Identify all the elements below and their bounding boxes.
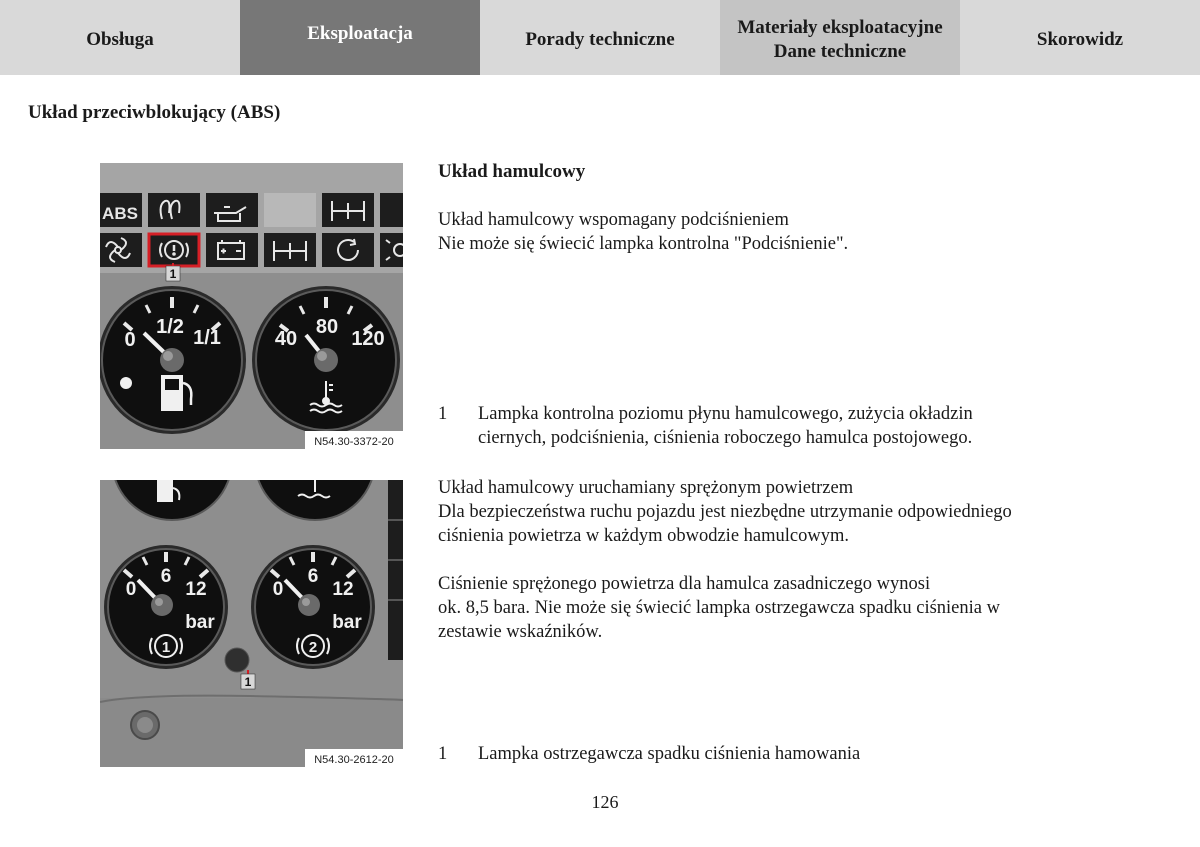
pressure-warning-lamp: [225, 648, 249, 672]
gauge1-label-6: 6: [160, 566, 172, 587]
legend-item-figure1: [438, 402, 1118, 452]
pressure-text-line1: Ciśnienie sprężonego powietrza dla hamulca zasadniczego wynosi: [438, 574, 931, 594]
fuel-gauge-label-empty: 0: [124, 329, 136, 351]
coolant-temperature-gauge: [252, 286, 400, 434]
page-number: 126: [591, 792, 619, 812]
tab-obsluga[interactable]: Obsługa: [0, 0, 240, 75]
gauge2-label-12: 12: [332, 579, 354, 600]
figure-vacuum-brake-panel: [100, 163, 403, 449]
temp-gauge-label-mid: 80: [315, 316, 339, 338]
temp-gauge-label-low: 40: [274, 328, 298, 350]
figure-air-brake-panel: [100, 480, 403, 767]
air-brake-text-line2: ciśnienia powietrza w każdym obwodzie hamulcowym.: [438, 526, 849, 546]
gauge1-label-12: 12: [185, 579, 207, 600]
abs-symbol: ABS: [102, 204, 138, 223]
temp-gauge-label-high: 120: [351, 328, 385, 350]
legend-number: 1: [438, 404, 448, 424]
gauge1-label-0: 0: [125, 579, 137, 600]
legend-text-line1: Lampka kontrolna poziomu płynu hamulcowego, zużycia okładzin: [478, 404, 973, 424]
figure2-code: N54.30-2612-20: [314, 754, 394, 766]
legend-number: 1: [438, 744, 448, 764]
tab-porady-techniczne[interactable]: Porady techniczne: [480, 0, 720, 75]
pressure-text-line3: zestawie wskaźników.: [438, 622, 603, 642]
section-title: Układ przeciwblokujący (ABS): [28, 102, 281, 123]
gauge2-label-6: 6: [307, 566, 319, 587]
pressure-text-line2: ok. 8,5 bara. Nie może się świecić lampka ostrzegawcza spadku ciśnienia w: [438, 598, 1000, 618]
brake-system-heading: Układ hamulcowy: [438, 161, 586, 182]
air-brake-text-line1: Dla bezpieczeństwa ruchu pojazdu jest niezbędne utrzymanie odpowiedniego: [438, 502, 1012, 522]
legend-text: Lampka ostrzegawcza spadku ciśnienia hamowania: [478, 744, 861, 764]
legend-item-figure2: [438, 742, 1118, 768]
vacuum-brake-text: Nie może się świecić lampka kontrolna "Podciśnienie".: [438, 234, 849, 254]
fuel-gauge: [100, 286, 246, 434]
legend-text-line2: ciernych, podciśnienia, ciśnienia roboczego hamulca postojowego.: [478, 428, 973, 448]
tab-materialy-dane[interactable]: Materiały eksploatacyjne Dane techniczne: [720, 0, 960, 75]
figure1-callout: 1: [169, 267, 177, 281]
tab-eksploatacja[interactable]: Eksploatacja: [240, 0, 480, 75]
top-tab-bar: [0, 0, 1200, 75]
fuel-gauge-label-half: 1/2: [156, 316, 184, 338]
air-brake-title: Układ hamulcowy uruchamiany sprężonym powietrzem: [438, 478, 854, 498]
gauge1-circuit: 1: [161, 639, 171, 656]
gauge2-circuit: 2: [308, 639, 318, 656]
air-pressure-gauge-circuit-2: [251, 545, 375, 669]
figure1-code: N54.30-3372-20: [314, 436, 394, 448]
figure2-callout: 1: [244, 675, 252, 689]
tab-skorowidz[interactable]: Skorowidz: [960, 0, 1200, 75]
fuel-gauge-label-full: 1/1: [193, 327, 221, 349]
air-pressure-gauge-circuit-1: [104, 545, 228, 669]
gauge1-unit: bar: [185, 612, 215, 633]
gauge2-unit: bar: [332, 612, 362, 633]
vacuum-brake-title: Układ hamulcowy wspomagany podciśnieniem: [438, 210, 789, 230]
gauge2-label-0: 0: [272, 579, 284, 600]
